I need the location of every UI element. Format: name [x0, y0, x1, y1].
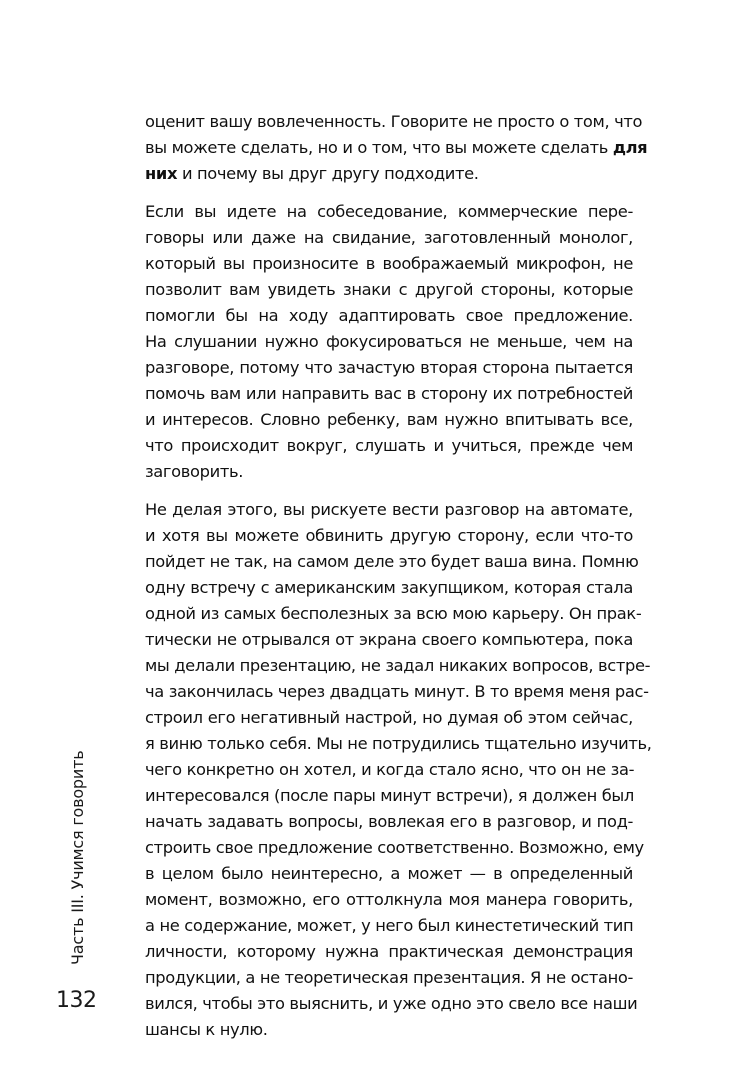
text-line: я виню только себя. Мы не потрудились тщательно изучить, [145, 734, 652, 753]
running-head: Часть III. Учимся говорить [68, 750, 87, 965]
body-text [145, 109, 652, 1043]
text-line [145, 161, 633, 187]
paragraph [145, 497, 652, 1043]
text-line: На слушании нужно фокусироваться не меньше, чем на [145, 332, 633, 351]
text-line-fragment: вы можете сделать, но и о том, что вы можете сделать [145, 138, 608, 157]
text-line: пойдет не так, на самом деле это будет ваша вина. Помню [145, 552, 639, 571]
text-line: шансы к нулю. [145, 1020, 268, 1039]
text-line: продукции, а не теоретическая презентация. Я не остано- [145, 968, 634, 987]
text-line: и хотя вы можете обвинить другую сторону, если что-то [145, 526, 633, 545]
text-line: чего конкретно он хотел, и когда стало ясно, что он не за- [145, 760, 635, 779]
text-line: позволит вам увидеть знаки с другой стороны, которые [145, 280, 633, 299]
text-line [145, 135, 648, 161]
text-line: что происходит вокруг, слушать и учиться, прежде чем [145, 436, 633, 455]
text-line: помочь вам или направить вас в сторону их потребностей [145, 384, 633, 403]
text-line: в целом было неинтересно, а может — в определенный [145, 864, 633, 883]
emphasis-word: них [145, 164, 178, 183]
paragraph [145, 109, 648, 187]
text-line: строил его негативный настрой, но думая об этом сейчас, [145, 708, 633, 727]
text-line: момент, возможно, его оттолкнула моя манера говорить, [145, 890, 633, 909]
text-line: заговорить. [145, 462, 244, 481]
text-line: помогли бы на ходу адаптировать свое предложение. [145, 306, 633, 325]
text-line: одну встречу с американским закупщиком, которая стала [145, 578, 633, 597]
text-line: одной из самых бесполезных за всю мою карьеру. Он прак- [145, 604, 642, 623]
text-line: Если вы идете на собеседование, коммерческие пере- [145, 202, 633, 221]
text-line: ча закончилась через двадцать минут. В то время меня рас- [145, 682, 649, 701]
text-line: Не делая этого, вы рискуете вести разговор на автомате, [145, 500, 633, 519]
text-line: мы делали презентацию, не задал никаких вопросов, встре- [145, 656, 651, 675]
text-line: а не содержание, может, у него был кинестетический тип [145, 916, 634, 935]
text-line: начать задавать вопросы, вовлекая его в разговор, и под- [145, 812, 633, 831]
text-line: оценит вашу вовлеченность. Говорите не просто о том, что [145, 112, 643, 131]
text-line: который вы произносите в воображаемый микрофон, не [145, 254, 633, 273]
text-line: личности, которому нужна практическая демонстрация [145, 942, 633, 961]
text-line: интересовался (после пары минут встречи), я должен был [145, 786, 634, 805]
emphasis-word: для [612, 138, 648, 157]
page-number: 132 [56, 988, 97, 1013]
text-line: и интересов. Словно ребенку, вам нужно впитывать все, [145, 410, 633, 429]
text-line: тически не отрывался от экрана своего компьютера, пока [145, 630, 633, 649]
paragraph [145, 199, 633, 485]
text-line: строить свое предложение соответственно. Возможно, ему [145, 838, 644, 857]
text-line: разговоре, потому что зачастую вторая сторона пытается [145, 358, 633, 377]
text-line: говоры или даже на свидание, заготовленный монолог, [145, 228, 633, 247]
text-line: вился, чтобы это выяснить, и уже одно это свело все наши [145, 994, 638, 1013]
text-line-fragment: и почему вы друг другу подходите. [181, 164, 479, 183]
